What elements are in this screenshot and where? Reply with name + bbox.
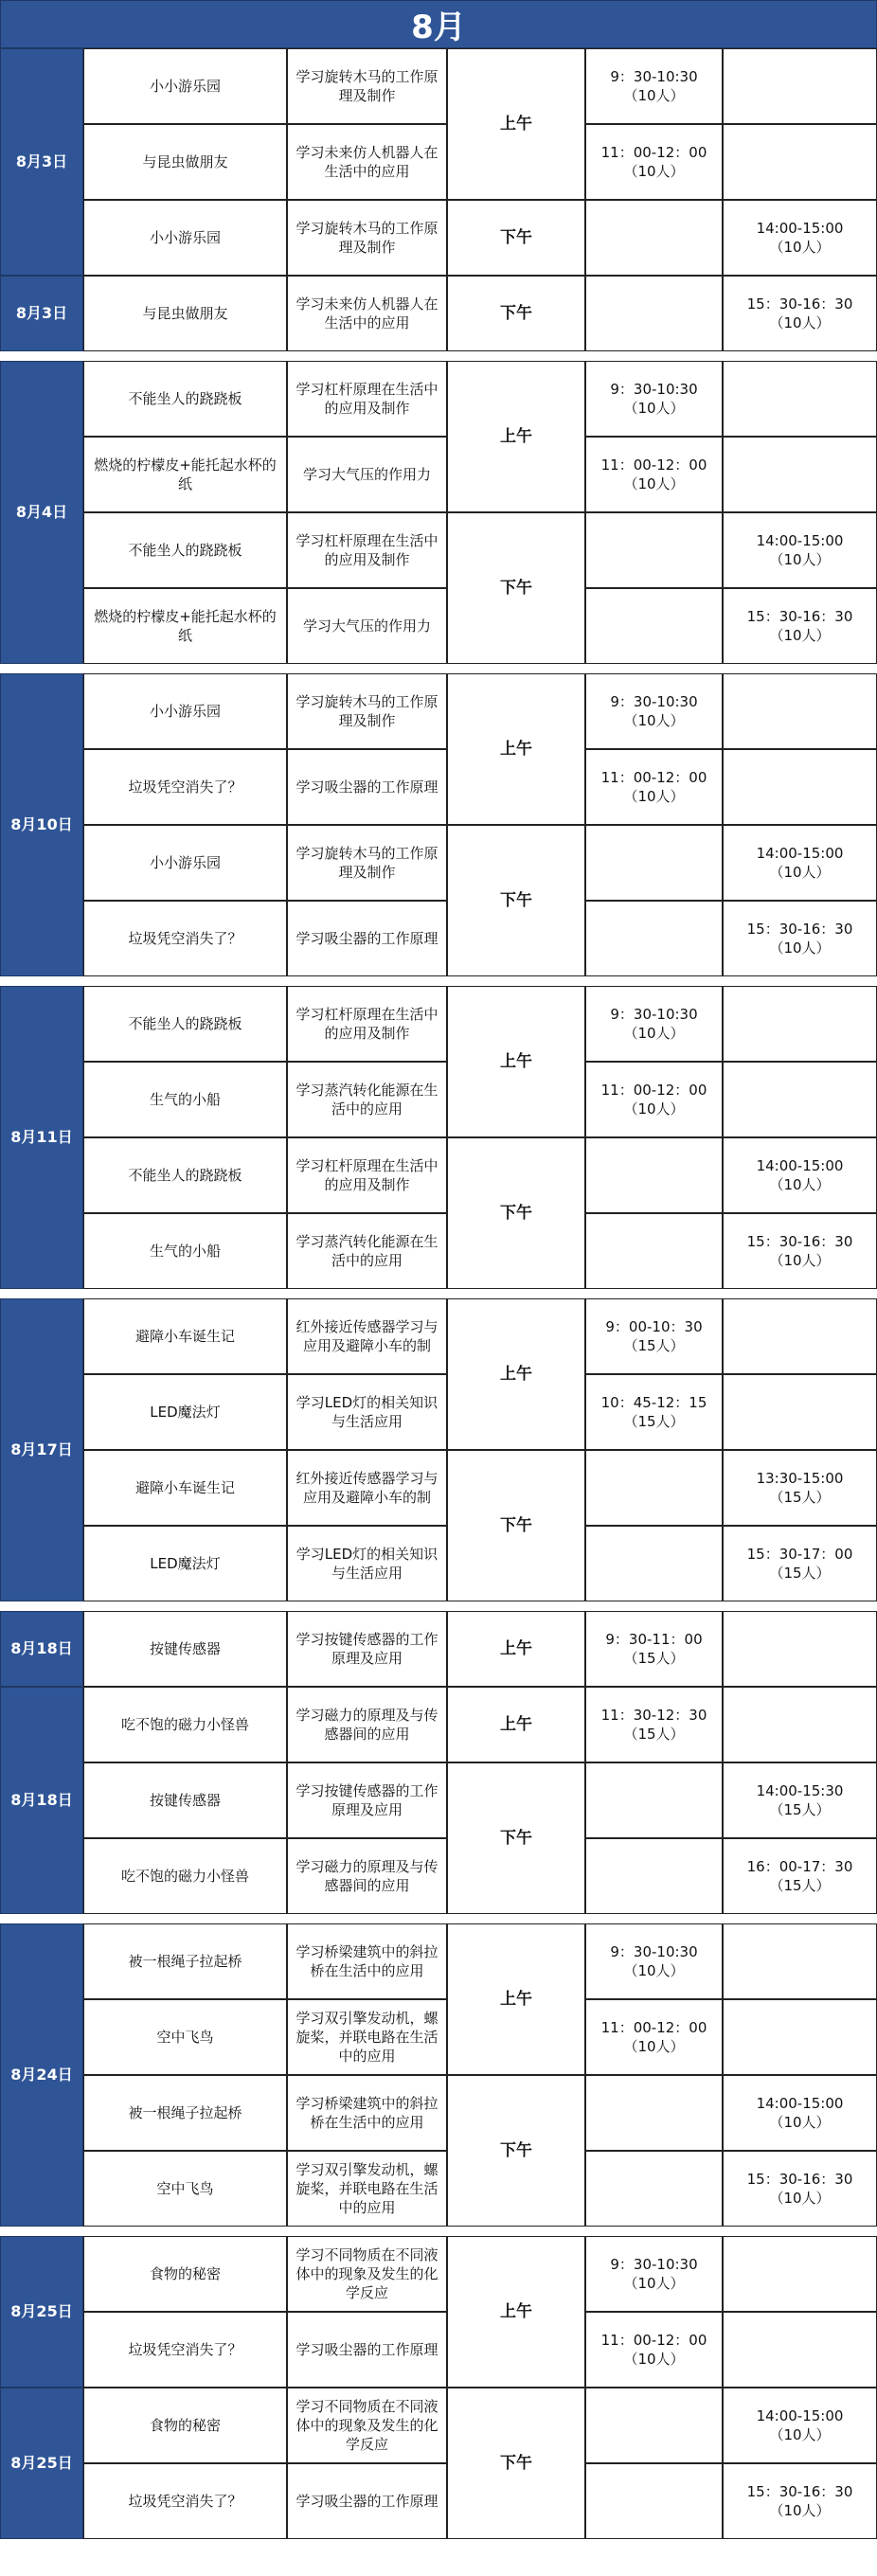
activity-content-cell: 学习按键传感器的工作原理及应用 xyxy=(287,1611,447,1687)
afternoon-time-cell: 15：30-16：30 （10人） xyxy=(723,276,877,351)
morning-time-cell xyxy=(585,2463,723,2539)
activity-content-cell: 学习杠杆原理在生活中的应用及制作 xyxy=(287,361,447,437)
date-cell: 8月25日 xyxy=(0,2236,83,2388)
date-cell: 8月24日 xyxy=(0,1923,83,2227)
activity-name-cell: 空中飞鸟 xyxy=(83,2151,287,2227)
morning-time-cell: 9：30-10:30 （10人） xyxy=(585,361,723,437)
activity-name-cell: 小小游乐园 xyxy=(83,200,287,276)
activity-content-cell: 学习LED灯的相关知识与生活应用 xyxy=(287,1374,447,1450)
period-cell: 下午 xyxy=(447,200,585,276)
activity-content-cell: 学习杠杆原理在生活中的应用及制作 xyxy=(287,1137,447,1213)
date-cell: 8月10日 xyxy=(0,673,83,976)
date-cell: 8月4日 xyxy=(0,361,83,664)
activity-content-cell: 学习蒸汽转化能源在生活中的应用 xyxy=(287,1213,447,1289)
period-cell: 下午 xyxy=(447,825,585,976)
activity-content-cell: 学习旋转木马的工作原理及制作 xyxy=(287,825,447,901)
morning-time-cell: 9：30-10:30 （10人） xyxy=(585,986,723,1062)
afternoon-time-cell xyxy=(723,437,877,512)
afternoon-time-cell xyxy=(723,673,877,749)
morning-time-cell: 11：00-12：00 （10人） xyxy=(585,1999,723,2075)
morning-time-cell: 9：30-10:30 （10人） xyxy=(585,2236,723,2312)
activity-content-cell: 学习吸尘器的工作原理 xyxy=(287,2312,447,2388)
afternoon-time-cell xyxy=(723,1298,877,1374)
activity-content-cell: 学习LED灯的相关知识与生活应用 xyxy=(287,1526,447,1601)
morning-time-cell xyxy=(585,1762,723,1838)
period-cell: 下午 xyxy=(447,1137,585,1289)
activity-name-cell: 被一根绳子拉起桥 xyxy=(83,1923,287,1999)
activity-content-cell: 学习杠杆原理在生活中的应用及制作 xyxy=(287,986,447,1062)
activity-content-cell: 学习按键传感器的工作原理及应用 xyxy=(287,1762,447,1838)
activity-content-cell: 红外接近传感器学习与应用及避障小车的制 xyxy=(287,1298,447,1374)
morning-time-cell: 9：30-10:30 （10人） xyxy=(585,673,723,749)
activity-name-cell: LED魔法灯 xyxy=(83,1374,287,1450)
afternoon-time-cell: 14:00-15:00 （10人） xyxy=(723,2075,877,2151)
morning-time-cell: 10：45-12：15 （15人） xyxy=(585,1374,723,1450)
date-cell: 8月17日 xyxy=(0,1298,83,1601)
activity-content-cell: 学习旋转木马的工作原理及制作 xyxy=(287,48,447,124)
afternoon-time-cell: 13:30-15:00 （15人） xyxy=(723,1450,877,1526)
morning-time-cell xyxy=(585,901,723,976)
activity-content-cell: 学习不同物质在不同液体中的现象及发生的化学反应 xyxy=(287,2388,447,2463)
activity-content-cell: 红外接近传感器学习与应用及避障小车的制 xyxy=(287,1450,447,1526)
period-cell: 下午 xyxy=(447,2075,585,2227)
afternoon-time-cell xyxy=(723,2236,877,2312)
afternoon-time-cell xyxy=(723,1923,877,1999)
afternoon-time-cell: 14:00-15:00 （10人） xyxy=(723,1137,877,1213)
activity-content-cell: 学习吸尘器的工作原理 xyxy=(287,901,447,976)
morning-time-cell: 11：00-12：00 （10人） xyxy=(585,124,723,200)
activity-name-cell: 小小游乐园 xyxy=(83,673,287,749)
activity-content-cell: 学习吸尘器的工作原理 xyxy=(287,2463,447,2539)
activity-name-cell: 垃圾凭空消失了？ xyxy=(83,749,287,825)
morning-time-cell xyxy=(585,1526,723,1601)
activity-name-cell: 被一根绳子拉起桥 xyxy=(83,2075,287,2151)
activity-name-cell: 小小游乐园 xyxy=(83,48,287,124)
morning-time-cell xyxy=(585,1838,723,1914)
period-cell: 上午 xyxy=(447,1687,585,1762)
morning-time-cell xyxy=(585,1450,723,1526)
activity-content-cell: 学习磁力的原理及与传感器间的应用 xyxy=(287,1687,447,1762)
activity-name-cell: 燃烧的柠檬皮+能托起水杯的纸 xyxy=(83,588,287,664)
period-cell: 上午 xyxy=(447,673,585,825)
activity-content-cell: 学习未来仿人机器人在生活中的应用 xyxy=(287,276,447,351)
morning-time-cell: 9：00-10：30 （15人） xyxy=(585,1298,723,1374)
activity-content-cell: 学习双引擎发动机，螺旋桨，并联电路在生活中的应用 xyxy=(287,2151,447,2227)
afternoon-time-cell: 15：30-16：30 （10人） xyxy=(723,1213,877,1289)
activity-content-cell: 学习旋转木马的工作原理及制作 xyxy=(287,200,447,276)
activity-name-cell: 不能坐人的跷跷板 xyxy=(83,361,287,437)
afternoon-time-cell: 15：30-16：30 （10人） xyxy=(723,901,877,976)
morning-time-cell xyxy=(585,1137,723,1213)
activity-name-cell: 按键传感器 xyxy=(83,1611,287,1687)
afternoon-time-cell: 14:00-15:00 （10人） xyxy=(723,512,877,588)
activity-name-cell: 燃烧的柠檬皮+能托起水杯的纸 xyxy=(83,437,287,512)
activity-name-cell: 食物的秘密 xyxy=(83,2236,287,2312)
activity-content-cell: 学习吸尘器的工作原理 xyxy=(287,749,447,825)
morning-time-cell xyxy=(585,276,723,351)
activity-content-cell: 学习不同物质在不同液体中的现象及发生的化学反应 xyxy=(287,2236,447,2312)
activity-content-cell: 学习大气压的作用力 xyxy=(287,437,447,512)
afternoon-time-cell: 16：00-17：30 （15人） xyxy=(723,1838,877,1914)
activity-name-cell: 生气的小船 xyxy=(83,1062,287,1137)
activity-name-cell: 生气的小船 xyxy=(83,1213,287,1289)
afternoon-time-cell: 15：30-16：30 （10人） xyxy=(723,2151,877,2227)
activity-content-cell: 学习双引擎发动机，螺旋桨，并联电路在生活中的应用 xyxy=(287,1999,447,2075)
morning-time-cell: 11：00-12：00 （10人） xyxy=(585,437,723,512)
activity-content-cell: 学习蒸汽转化能源在生活中的应用 xyxy=(287,1062,447,1137)
activity-content-cell: 学习桥梁建筑中的斜拉桥在生活中的应用 xyxy=(287,2075,447,2151)
activity-name-cell: LED魔法灯 xyxy=(83,1526,287,1601)
activity-content-cell: 学习磁力的原理及与传感器间的应用 xyxy=(287,1838,447,1914)
morning-time-cell: 9：30-10:30 （10人） xyxy=(585,1923,723,1999)
afternoon-time-cell xyxy=(723,2312,877,2388)
morning-time-cell xyxy=(585,512,723,588)
activity-name-cell: 垃圾凭空消失了？ xyxy=(83,901,287,976)
afternoon-time-cell xyxy=(723,124,877,200)
morning-time-cell xyxy=(585,200,723,276)
date-cell: 8月3日 xyxy=(0,276,83,351)
morning-time-cell: 9：30-10:30 （10人） xyxy=(585,48,723,124)
activity-name-cell: 食物的秘密 xyxy=(83,2388,287,2463)
activity-content-cell: 学习大气压的作用力 xyxy=(287,588,447,664)
period-cell: 上午 xyxy=(447,1611,585,1687)
period-cell: 上午 xyxy=(447,1298,585,1450)
afternoon-time-cell xyxy=(723,1062,877,1137)
afternoon-time-cell xyxy=(723,1374,877,1450)
morning-time-cell: 9：30-11：00 （15人） xyxy=(585,1611,723,1687)
period-cell: 下午 xyxy=(447,512,585,664)
period-cell: 上午 xyxy=(447,48,585,200)
activity-name-cell: 与昆虫做朋友 xyxy=(83,124,287,200)
activity-name-cell: 避障小车诞生记 xyxy=(83,1450,287,1526)
period-cell: 下午 xyxy=(447,276,585,351)
period-cell: 上午 xyxy=(447,1923,585,2075)
afternoon-time-cell: 14:00-15:00 （10人） xyxy=(723,825,877,901)
activity-name-cell: 垃圾凭空消失了？ xyxy=(83,2463,287,2539)
morning-time-cell xyxy=(585,588,723,664)
date-cell: 8月18日 xyxy=(0,1611,83,1687)
period-cell: 下午 xyxy=(447,1762,585,1914)
activity-name-cell: 垃圾凭空消失了？ xyxy=(83,2312,287,2388)
afternoon-time-cell xyxy=(723,48,877,124)
activity-name-cell: 不能坐人的跷跷板 xyxy=(83,1137,287,1213)
period-cell: 上午 xyxy=(447,986,585,1137)
morning-time-cell xyxy=(585,825,723,901)
afternoon-time-cell: 14:00-15:30 （15人） xyxy=(723,1762,877,1838)
date-cell: 8月3日 xyxy=(0,48,83,276)
date-cell: 8月11日 xyxy=(0,986,83,1289)
period-cell: 上午 xyxy=(447,2236,585,2388)
activity-name-cell: 不能坐人的跷跷板 xyxy=(83,512,287,588)
afternoon-time-cell: 15：30-16：30 （10人） xyxy=(723,2463,877,2539)
period-cell: 上午 xyxy=(447,361,585,512)
activity-content-cell: 学习旋转木马的工作原理及制作 xyxy=(287,673,447,749)
activity-name-cell: 与昆虫做朋友 xyxy=(83,276,287,351)
afternoon-time-cell: 14:00-15:00 （10人） xyxy=(723,200,877,276)
activity-content-cell: 学习桥梁建筑中的斜拉桥在生活中的应用 xyxy=(287,1923,447,1999)
morning-time-cell xyxy=(585,2075,723,2151)
morning-time-cell xyxy=(585,1213,723,1289)
date-cell: 8月18日 xyxy=(0,1687,83,1914)
activity-name-cell: 空中飞鸟 xyxy=(83,1999,287,2075)
activity-content-cell: 学习杠杆原理在生活中的应用及制作 xyxy=(287,512,447,588)
morning-time-cell: 11：00-12：00 （10人） xyxy=(585,749,723,825)
morning-time-cell: 11：30-12：30 （15人） xyxy=(585,1687,723,1762)
morning-time-cell xyxy=(585,2388,723,2463)
afternoon-time-cell xyxy=(723,749,877,825)
morning-time-cell: 11：00-12：00 （10人） xyxy=(585,1062,723,1137)
morning-time-cell xyxy=(585,2151,723,2227)
activity-name-cell: 避障小车诞生记 xyxy=(83,1298,287,1374)
afternoon-time-cell xyxy=(723,1611,877,1687)
date-cell: 8月25日 xyxy=(0,2388,83,2539)
period-cell: 下午 xyxy=(447,1450,585,1601)
activity-name-cell: 按键传感器 xyxy=(83,1762,287,1838)
afternoon-time-cell: 15：30-17：00 （15人） xyxy=(723,1526,877,1601)
page-title: 8月 xyxy=(0,0,877,48)
activity-name-cell: 小小游乐园 xyxy=(83,825,287,901)
afternoon-time-cell xyxy=(723,1999,877,2075)
afternoon-time-cell: 15：30-16：30 （10人） xyxy=(723,588,877,664)
afternoon-time-cell xyxy=(723,361,877,437)
period-cell: 下午 xyxy=(447,2388,585,2539)
afternoon-time-cell xyxy=(723,986,877,1062)
activity-content-cell: 学习未来仿人机器人在生活中的应用 xyxy=(287,124,447,200)
activity-name-cell: 不能坐人的跷跷板 xyxy=(83,986,287,1062)
afternoon-time-cell xyxy=(723,1687,877,1762)
morning-time-cell: 11：00-12：00 （10人） xyxy=(585,2312,723,2388)
activity-name-cell: 吃不饱的磁力小怪兽 xyxy=(83,1838,287,1914)
activity-name-cell: 吃不饱的磁力小怪兽 xyxy=(83,1687,287,1762)
afternoon-time-cell: 14:00-15:00 （10人） xyxy=(723,2388,877,2463)
